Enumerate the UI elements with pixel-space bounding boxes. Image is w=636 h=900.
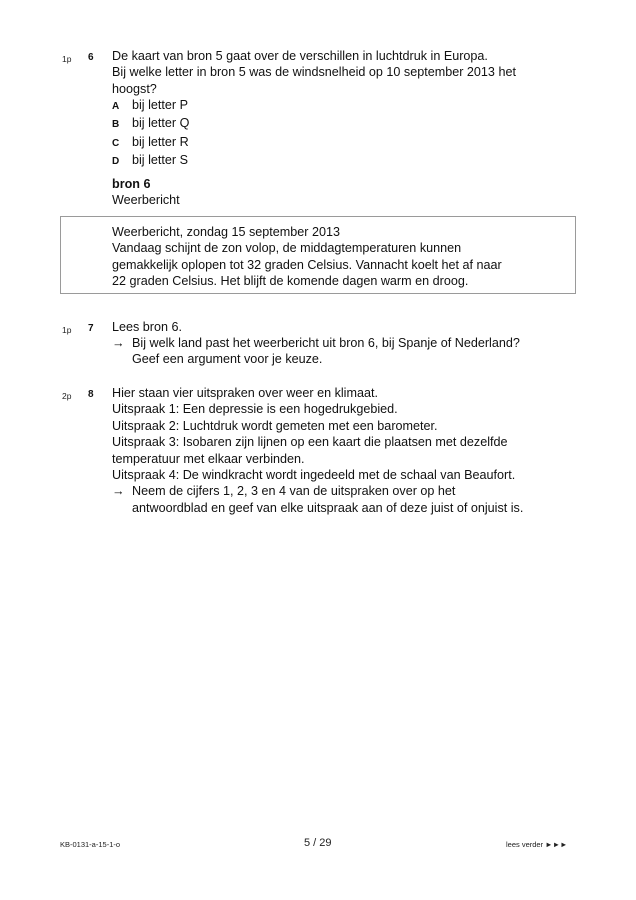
exam-code: KB-0131-a-15-1-o [60, 840, 121, 849]
weather-report-line: gemakkelijk oplopen tot 32 graden Celsius. Vannacht koelt het af naar [112, 257, 502, 272]
q8-line: Uitspraak 4: De windkracht wordt ingedeeld met de schaal van Beaufort. [112, 468, 516, 483]
q7-number: 7 [88, 323, 94, 334]
q6-options [112, 97, 189, 171]
continue-indicator: lees verder ►►► [506, 840, 568, 849]
q6-option-b [112, 115, 189, 133]
q6-line: hoogst? [112, 81, 157, 96]
q8-line: temperatuur met elkaar verbinden. [112, 451, 305, 466]
q8-points: 2p [62, 391, 72, 401]
q8-line: Uitspraak 3: Isobaren zijn lijnen op een kaart die plaatsen met dezelfde [112, 435, 508, 450]
option-text: bij letter R [132, 134, 189, 149]
q6-question [112, 48, 516, 97]
q8-line: Hier staan vier uitspraken over weer en klimaat. [112, 386, 378, 400]
q7-points: 1p [62, 325, 72, 335]
q6-points: 1p [62, 54, 72, 64]
q8-number: 8 [88, 389, 94, 400]
q6-number: 6 [88, 52, 94, 63]
option-letter: B [112, 119, 120, 131]
weather-report-line: 22 graden Celsius. Het blijft de komende dagen warm en droog. [112, 274, 469, 289]
option-text: bij letter Q [132, 116, 190, 131]
arrow-icon: → [112, 336, 125, 350]
q6-option-a [112, 97, 189, 115]
q8-line: Uitspraak 2: Luchtdruk wordt gemeten met een barometer. [112, 418, 438, 433]
q8-line: Uitspraak 1: Een depressie is een hogedrukgebied. [112, 402, 398, 417]
bron6-title: bron 6 [112, 177, 151, 191]
q6-option-d [112, 152, 189, 170]
q7-task [112, 335, 520, 368]
bron6-weather-report [112, 224, 502, 290]
q8-task-line: Neem de cijfers 1, 2, 3 en 4 van de uitspraken over op het [132, 484, 456, 499]
q6-line: De kaart van bron 5 gaat over de verschillen in luchtdruk in Europa. [112, 49, 488, 63]
option-letter: C [112, 137, 120, 149]
option-text: bij letter S [132, 153, 188, 168]
bron6-subtitle: Weerbericht [112, 193, 180, 207]
q6-option-c [112, 134, 189, 152]
q8-task-line: antwoordblad en geef van elke uitspraak aan of deze juist of onjuist is. [132, 500, 524, 515]
q6-line: Bij welke letter in bron 5 was de windsnelheid op 10 september 2013 het [112, 65, 516, 80]
weather-report-line: Vandaag schijnt de zon volop, de middagtemperaturen kunnen [112, 241, 462, 256]
arrow-icon: → [112, 484, 125, 499]
q7-intro: Lees bron 6. [112, 320, 183, 334]
weather-report-line: Weerbericht, zondag 15 september 2013 [112, 225, 340, 239]
option-letter: A [112, 101, 120, 112]
page-number: 5 / 29 [304, 837, 332, 849]
option-letter: D [112, 156, 120, 168]
q7-task-line: Bij welk land past het weerbericht uit bron 6, bij Spanje of Nederland? [132, 336, 520, 350]
option-text: bij letter P [132, 98, 188, 112]
q8-question [112, 385, 523, 516]
q7-task-line: Geef een argument voor je keuze. [132, 352, 323, 367]
